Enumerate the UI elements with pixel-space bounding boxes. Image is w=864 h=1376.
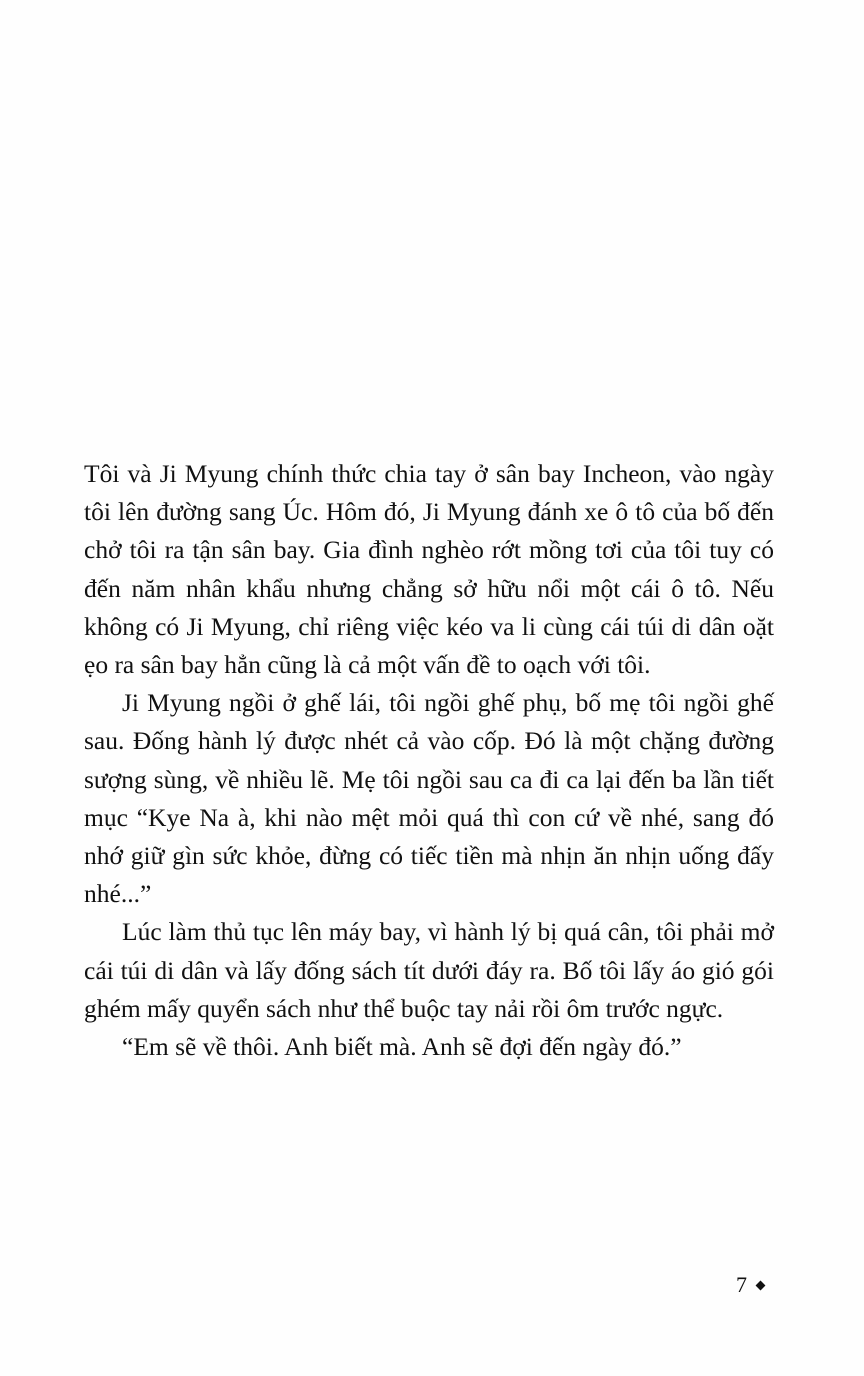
page-number: 7 — [736, 1272, 747, 1297]
paragraph-1: Tôi và Ji Myung chính thức chia tay ở sân bay Incheon, vào ngày tôi lên đường sang Úc. Hôm đó, Ji Myung đánh xe ô tô của bố đến chở tôi ra tận sân bay. Gia đình nghèo rớt mồng tơi của tôi tuy có đến năm nhân khẩu nhưng chẳng sở hữu nổi một cái ô tô. Nếu không có Ji Myung, chỉ riêng việc kéo va li cùng cái túi di dân oặt ẹo ra sân bay hẳn cũng là cả một vấn đề to oạch với tôi. — [84, 459, 774, 680]
diamond-icon — [756, 1280, 766, 1290]
paragraph-2: Ji Myung ngồi ở ghế lái, tôi ngồi ghế phụ, bố mẹ tôi ngồi ghế sau. Đống hành lý được nhét cả vào cốp. Đó là một chặng đường sượng sùng, về nhiều lẽ. Mẹ tôi ngồi sau ca đi ca lại đến ba lần tiết mục “Kye Na à, khi nào mệt mỏi quá thì con cứ về nhé, sang đó nhớ giữ gìn sức khỏe, đừng có tiếc tiền mà nhịn ăn nhịn uống đấy nhé...” — [84, 688, 774, 909]
paragraph-3: Lúc làm thủ tục lên máy bay, vì hành lý bị quá cân, tôi phải mở cái túi di dân và lấy đống sách tít dưới đáy ra. Bố tôi lấy áo gió gói ghém mấy quyển sách như thể buộc tay nải rồi ôm trước ngực. — [84, 917, 774, 1023]
page-footer — [736, 1272, 764, 1298]
paragraph-4: “Em sẽ về thôi. Anh biết mà. Anh sẽ đợi đến ngày đó.” — [122, 1032, 682, 1062]
body-text — [84, 455, 774, 1066]
